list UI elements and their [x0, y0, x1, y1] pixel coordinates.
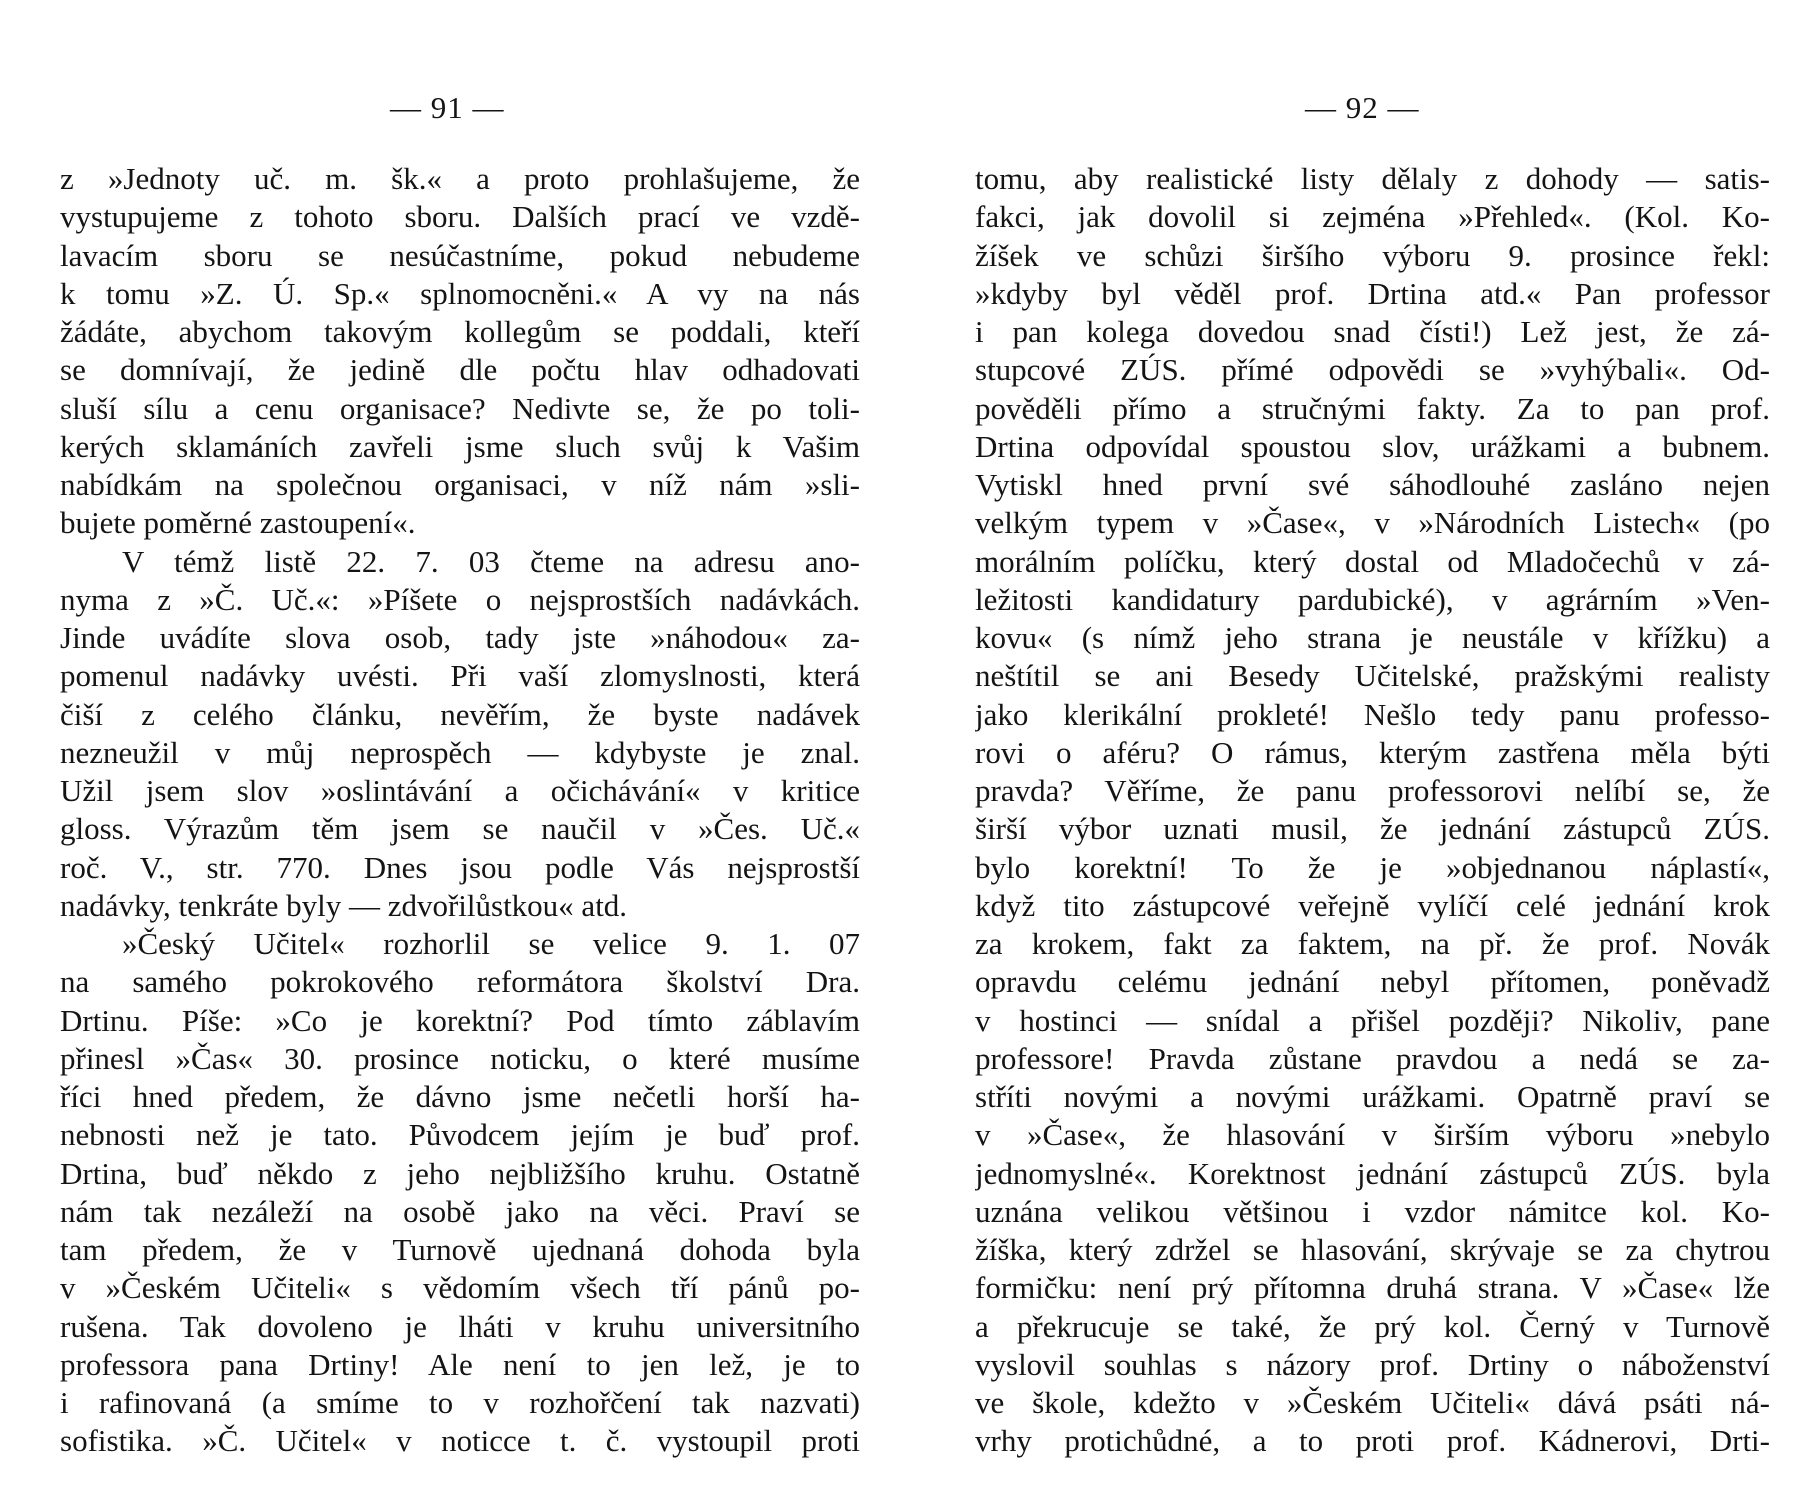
text-line: přinesl »Čas« 30. prosince noticku, o které musíme	[60, 1040, 860, 1076]
text-line: sofistika. »Č. Učitel« v noticce t. č. vystoupil proti	[60, 1423, 860, 1459]
text-line: širší výbor uznati musil, že jednání zástupců ZÚS.	[975, 811, 1770, 847]
right-page	[975, 0, 1770, 1500]
page-number: — 91 —	[390, 90, 505, 125]
text-line: vrhy protichůdné, a to proti prof. Kádnerovi, Drti-	[975, 1423, 1770, 1459]
text-line: čiší z celého článku, nevěřím, že byste nadávek	[60, 696, 860, 732]
text-line: tomu, aby realistické listy dělaly z dohody — satis-	[975, 161, 1770, 196]
left-page	[60, 0, 860, 1500]
text-line: vyslovil souhlas s názory prof. Drtiny o náboženství	[975, 1346, 1770, 1382]
text-line: tam předem, že v Turnově ujednaná dohoda byla	[60, 1232, 860, 1267]
text-line: pomenul nadávky uvésti. Při vaší zlomyslnosti, která	[60, 658, 860, 694]
text-line: pověděli přímo a stručnými fakty. Za to pan prof.	[975, 390, 1770, 426]
text-line: lavacím sboru se nesúčastníme, pokud nebudeme	[60, 237, 860, 273]
text-line: i pan kolega dovedou snad čísti!) Lež jest, že zá-	[975, 314, 1770, 349]
text-line: pravda? Věříme, že panu professorovi nelíbí se, že	[975, 773, 1770, 808]
text-line: neštítil se ani Besedy Učitelské, pražskými realisty	[975, 658, 1770, 694]
text-line: žíšek ve schůzi širšího výboru 9. prosince řekl:	[975, 237, 1770, 273]
text-line: žíška, který zdržel se hlasování, skrývaje se za chytrou	[975, 1232, 1770, 1267]
text-line: v »Českém Učiteli« s vědomím všech tří pánů po-	[60, 1270, 860, 1306]
page-number: — 92 —	[1305, 90, 1420, 125]
text-line: říci hned předem, že dávno jsme nečetli horší ha-	[60, 1079, 860, 1114]
text-line: nadávky, tenkráte byly — zdvořilůstkou« atd.	[60, 887, 628, 923]
text-line: kovu« (s nímž jeho strana je neustále v křížku) a	[975, 620, 1770, 655]
text-line: professore! Pravda zůstane pravdou a nedá se za-	[975, 1040, 1770, 1076]
text-line: stupcové ZÚS. přímé odpovědi se »vyhýbali«. Od-	[975, 352, 1770, 388]
text-line: nyma z »Č. Uč.«: »Píšete o nejsprostších nadávkách.	[60, 581, 860, 617]
text-line: sluší sílu a cenu organisace? Nedivte se, že po toli-	[60, 390, 860, 426]
text-line: Jinde uvádíte slova osob, tady jste »náhodou« za-	[60, 620, 860, 655]
text-line: v hostinci — snídal a přišel později? Nikoliv, pane	[975, 1002, 1770, 1038]
text-line: Drtina odpovídal spoustou slov, urážkami a bubnem.	[975, 428, 1770, 464]
text-line: kerých sklamáních zavřeli jsme sluch svůj k Vašim	[60, 428, 860, 464]
text-line: opravdu celému jednání nebyl přítomen, poněvadž	[975, 964, 1770, 1000]
text-line: Drtinu. Píše: »Co je korektní? Pod tímto záblavím	[60, 1002, 860, 1038]
text-line: nezneužil v můj neprospěch — kdybyste je znal.	[60, 734, 860, 770]
text-line: »kdyby byl věděl prof. Drtina atd.« Pan professor	[975, 275, 1770, 311]
text-line: stříti novými a novými urážkami. Opatrně praví se	[975, 1079, 1770, 1114]
text-line: se domnívají, že jedině dle počtu hlav odhadovati	[60, 352, 860, 388]
text-line: roč. V., str. 770. Dnes jsou podle Vás nejsprostší	[60, 849, 860, 885]
text-line: na samého pokrokového reformátora školství Dra.	[60, 964, 860, 1000]
text-line: rovi o aféru? O rámus, kterým zastřena měla býti	[975, 734, 1770, 770]
text-line: fakci, jak dovolil si zejména »Přehled«. (Kol. Ko-	[975, 199, 1770, 235]
page-text	[60, 160, 860, 1461]
text-line: ležitosti kandidatury pardubické), v agrárním »Ven-	[975, 581, 1770, 617]
text-line: velkým typem v »Čase«, v »Národních Listech« (po	[975, 505, 1770, 541]
page-text	[975, 160, 1770, 1461]
text-line: v »Čase«, že hlasování v širším výboru »nebylo	[975, 1117, 1770, 1153]
text-line: uznána velikou většinou i vzdor námitce kol. Ko-	[975, 1193, 1770, 1229]
text-line: »Český Učitel« rozhorlil se velice 9. 1. 07	[122, 926, 860, 961]
text-line: Vytiskl hned první své sáhodlouhé zasláno nejen	[975, 467, 1770, 502]
text-line: Drtina, buď někdo z jeho nejbližšího kruhu. Ostatně	[60, 1155, 860, 1191]
text-line: a překrucuje se také, že prý kol. Černý v Turnově	[975, 1308, 1770, 1344]
text-line: nám tak nezáleží na osobě jako na věci. Praví se	[60, 1193, 860, 1229]
text-line: z »Jednoty uč. m. šk.« a proto prohlašujeme, že	[60, 161, 860, 196]
text-line: gloss. Výrazům těm jsem se naučil v »Čes. Uč.«	[60, 811, 860, 847]
text-line: nebnosti než je tato. Původcem jejím je buď prof.	[60, 1117, 860, 1153]
text-line: bylo korektní! To že je »objednanou náplastí«,	[975, 849, 1770, 885]
text-line: nabídkám na společnou organisaci, v níž nám »sli-	[60, 467, 860, 502]
text-line: Užil jsem slov »oslintávání a očichávání« v kritice	[60, 773, 860, 808]
text-line: bujete poměrné zastoupení«.	[60, 505, 416, 541]
text-line: jednomyslné«. Korektnost jednání zástupců ZÚS. byla	[975, 1155, 1770, 1191]
text-line: formičku: není prý přítomna druhá strana. V »Čase« lže	[975, 1270, 1770, 1306]
text-line: i rafinovaná (a smíme to v rozhořčení tak nazvati)	[60, 1385, 860, 1420]
text-line: ve škole, kdežto v »Českém Učiteli« dává psáti ná-	[975, 1385, 1770, 1420]
text-line: jako klerikální prokleté! Nešlo tedy panu professo-	[975, 696, 1770, 732]
text-line: vystupujeme z tohoto sboru. Dalších prací ve vzdě-	[60, 199, 860, 235]
text-line: k tomu »Z. Ú. Sp.« splnomocněni.« A vy na nás	[60, 275, 860, 311]
text-line: žádáte, abychom takovým kollegům se poddali, kteří	[60, 314, 860, 349]
text-line: když tito zástupcové veřejně vylíčí celé jednání krok	[975, 887, 1770, 923]
text-line: V témž listě 22. 7. 03 čteme na adresu ano-	[122, 543, 860, 579]
text-line: morálním políčku, který dostal od Mladočechů v zá-	[975, 543, 1770, 579]
text-line: za krokem, fakt za faktem, na př. že prof. Novák	[975, 926, 1770, 961]
text-line: rušena. Tak dovoleno je lháti v kruhu universitního	[60, 1308, 860, 1344]
text-line: professora pana Drtiny! Ale není to jen lež, je to	[60, 1346, 860, 1382]
